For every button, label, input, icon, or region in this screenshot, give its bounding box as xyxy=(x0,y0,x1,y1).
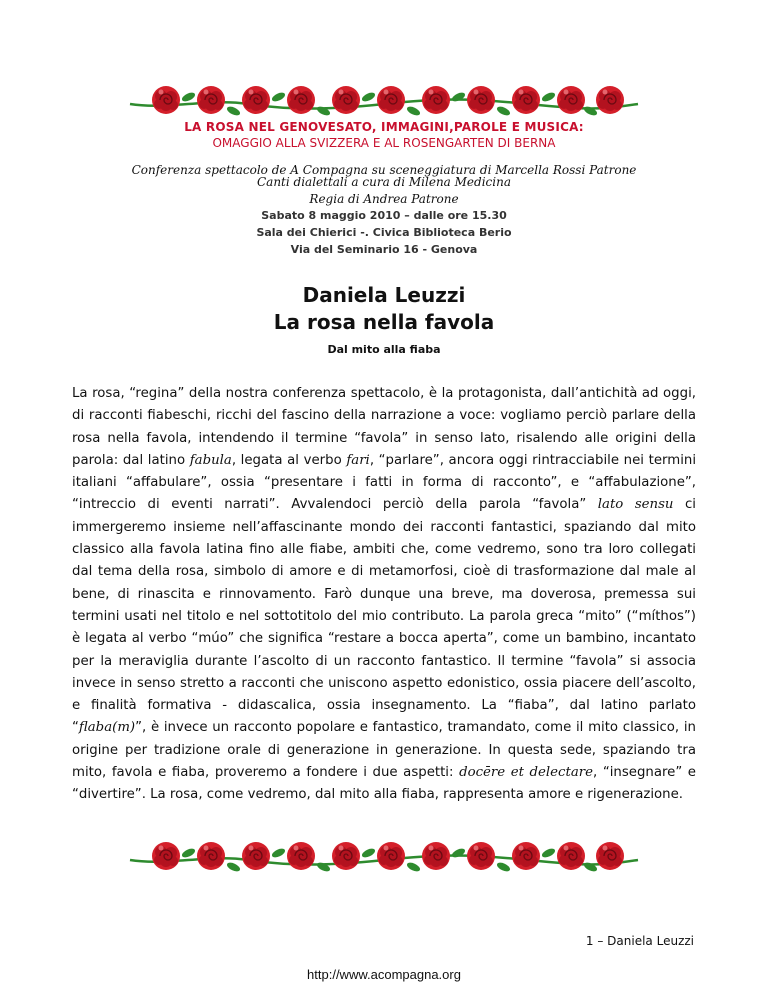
event-subtitle: OMAGGIO ALLA SVIZZERA E AL ROSENGARTEN DI BERNA xyxy=(212,136,556,150)
event-address: Via del Seminario 16 - Genova xyxy=(290,243,478,256)
direction-credit: Regia di Andrea Patrone xyxy=(309,192,459,206)
article-subtitle: Dal mito alla fiaba xyxy=(327,343,441,356)
songs-credit: Canti dialettali a cura di Milena Medicina xyxy=(256,175,511,189)
event-date: Sabato 8 maggio 2010 – dalle ore 15.30 xyxy=(261,209,507,222)
article-title: La rosa nella favola xyxy=(273,310,495,334)
article-author: Daniela Leuzzi xyxy=(302,283,466,307)
rose-icon xyxy=(242,86,270,114)
body-text-run: ci immergeremo insieme nell’affascinante mondo dei racconti fantastici, spaziando dal mito classico alla favola latina fino alle fiabe, ambiti che, come vedremo, sono tra loro collegati dal tema della rosa, simbolo di amore e di metamorfosi, cioè di trasformazione dal male al bene, di rinascita e rinnovamento. Farò dunque una breve, ma doverosa, premessa sui termini usati nel titolo e nel sottotitolo del mio contributo. La parola greca “mito” (“míthos”) è legata al verbo “múo” che significa “restare a bocca aperta”, come un bambino, incantato per la meraviglia durante l’ascolto di un racconto fantastico. Il termine “favola” si associa invece in senso stretto a racconti che uniscono aspetto edonistico, ossia piacere dell’ascolto, e finalità formativa - didascalica, ossia insegnamento. La “fiaba”, dal latino parlato “ xyxy=(72,497,696,736)
rose-icon xyxy=(332,86,360,114)
rose-icon xyxy=(197,86,225,114)
rose-icon xyxy=(422,86,450,114)
rose-garland-bottom-icon xyxy=(128,834,640,882)
rose-icon xyxy=(377,86,405,114)
rose-icon xyxy=(512,86,540,114)
page-number: 1 – Daniela Leuzzi xyxy=(585,934,694,948)
body-text-run: , “parlare”, ancora oggi rintracciabile nei termini italiani “affabulare”, ossia “presentare i fatti in forma di racconto”, e “affabulazione”, “intreccio di eventi narrati”. Avvalendoci perciò della parola “favola” xyxy=(72,452,697,513)
rose-icon xyxy=(287,842,315,870)
article-body xyxy=(72,383,696,807)
event-title: LA ROSA NEL GENOVESATO, IMMAGINI,PAROLE E MUSICA: xyxy=(184,120,584,134)
italic-term: fari xyxy=(346,452,370,468)
italic-term: lato sensu xyxy=(597,497,674,513)
body-text-run: , legata al verbo xyxy=(231,452,347,468)
rose-icon xyxy=(512,842,540,870)
conference-credit: Conferenza spettacolo de A Compagna su sceneggiatura di Marcella Rossi Patrone xyxy=(131,163,637,177)
rose-icon xyxy=(596,86,624,114)
footer-url: http://www.acompagna.org xyxy=(307,967,461,982)
rose-icon xyxy=(596,842,624,870)
body-text-run: ”, è invece un racconto popolare e fantastico, tramandato, come il mito classico, in origine per tradizione orale di generazione in generazione. In questa sede, spaziando tra mito, favola e fiaba, proveremo a fondere i due aspetti: xyxy=(72,720,696,781)
event-venue: Sala dei Chierici -. Civica Biblioteca Berio xyxy=(256,226,512,239)
rose-icon xyxy=(197,842,225,870)
body-text-run: , “insegnare” e “divertire”. La rosa, come vedremo, dal mito alla fiaba, rappresenta amore e rigenerazione. xyxy=(72,765,696,803)
rose-icon xyxy=(242,842,270,870)
rose-icon xyxy=(467,842,495,870)
rose-garland-top-icon xyxy=(128,78,640,126)
italic-term: flaba(m) xyxy=(78,720,136,736)
italic-term: docēre et delectare xyxy=(459,765,593,781)
rose-icon xyxy=(152,86,180,114)
rose-icon xyxy=(557,842,585,870)
rose-icon xyxy=(377,842,405,870)
body-text-run: La rosa, “regina” della nostra conferenza spettacolo, è la protagonista, dall’antichità ad oggi, di racconti fiabeschi, ricchi del fascino della narrazione a voce: vogliamo perciò parlare della rosa nella favola, intendendo il termine “favola” in senso lato, risalendo alle origini della parola: dal latino xyxy=(72,386,696,468)
rose-icon xyxy=(152,842,180,870)
rose-icon xyxy=(557,86,585,114)
rose-icon xyxy=(332,842,360,870)
italic-term: fabula xyxy=(189,452,232,468)
rose-icon xyxy=(422,842,450,870)
rose-icon xyxy=(467,86,495,114)
rose-icon xyxy=(287,86,315,114)
